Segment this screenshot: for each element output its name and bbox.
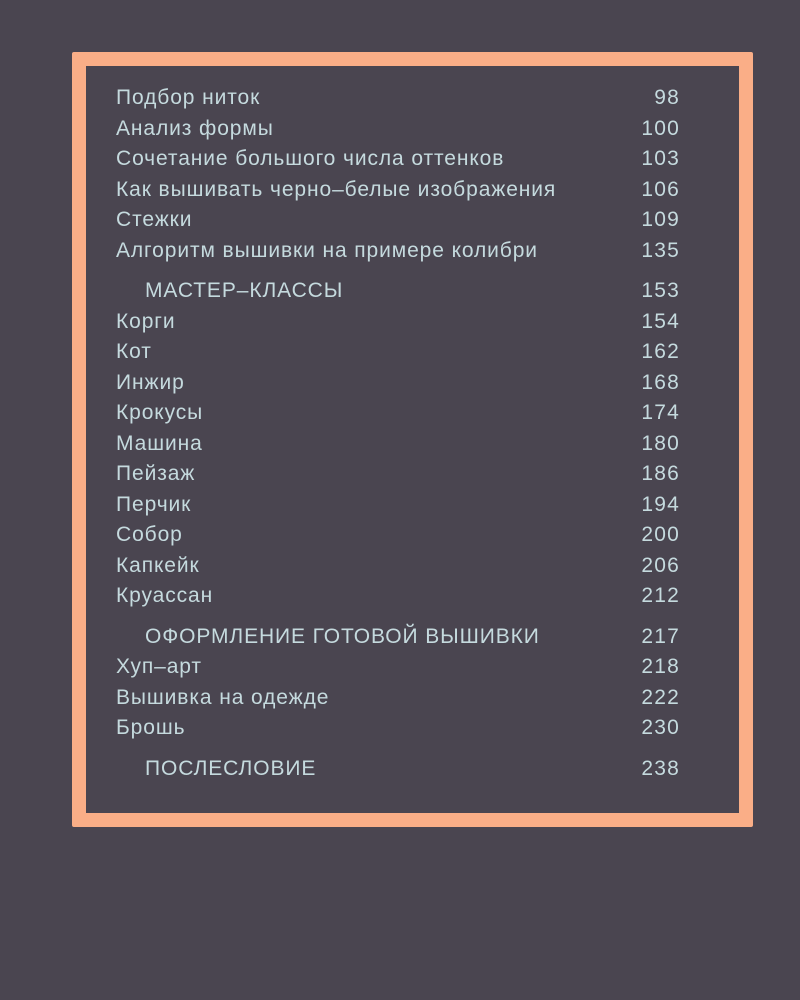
toc-section-heading-title: МАСТЕР–КЛАССЫ (145, 279, 344, 302)
toc-entry (116, 368, 680, 399)
toc-entry (116, 683, 680, 714)
toc-entry-title: Брошь (116, 716, 186, 739)
toc-entry (116, 520, 680, 551)
toc-entry-title: Как вышивать черно–белые изображения (116, 177, 557, 201)
toc-entry-page-number: 174 (641, 401, 680, 424)
toc-entry-title: Стежки (116, 208, 193, 231)
toc-entry-page-number: 100 (641, 116, 680, 140)
toc-section-heading-title: ОФОРМЛЕНИЕ ГОТОВОЙ ВЫШИВКИ (145, 624, 540, 648)
toc-entry-page-number: 103 (641, 147, 680, 170)
toc-section-heading-title: ПОСЛЕСЛОВИЕ (145, 756, 317, 780)
toc-entry-title: Хуп–арт (116, 655, 202, 678)
toc-entry-page-number: 212 (641, 584, 680, 607)
toc-entry-page-number: 106 (641, 177, 680, 201)
toc-entry-title: Крокусы (116, 401, 204, 424)
toc-section-heading (116, 276, 680, 307)
toc-entry (116, 83, 680, 114)
toc-entry (116, 114, 680, 145)
toc-entry-page-number: 135 (641, 238, 680, 262)
toc-entry (116, 551, 680, 582)
toc-entry-title: Собор (116, 523, 183, 546)
toc-entry-page-number: 186 (641, 462, 680, 485)
toc-entry (116, 175, 680, 206)
toc-entry (116, 398, 680, 429)
toc-entry-page-number: 168 (641, 370, 680, 394)
toc-entry (116, 337, 680, 368)
toc-entry (116, 236, 680, 267)
toc-entry-title: Корги (116, 309, 176, 333)
toc-entry (116, 459, 680, 490)
toc-entry (116, 581, 680, 612)
toc-entry (116, 652, 680, 683)
toc-section-heading-page-number: 217 (641, 624, 680, 648)
toc-entry-page-number: 194 (641, 492, 680, 516)
toc-section-heading-page-number: 153 (641, 279, 680, 302)
toc-entry-page-number: 109 (641, 208, 680, 231)
toc-entry-page-number: 98 (654, 86, 680, 109)
toc-entry-title: Пейзаж (116, 462, 196, 485)
toc-section-heading (116, 622, 680, 653)
toc-section-heading-page-number: 238 (641, 756, 680, 780)
toc-entry-page-number: 162 (641, 340, 680, 363)
toc-entry-page-number: 154 (641, 309, 680, 333)
toc-entry-title: Капкейк (116, 553, 200, 577)
toc-entry-title: Перчик (116, 492, 192, 516)
toc-entry (116, 144, 680, 175)
toc-entry-page-number: 218 (641, 655, 680, 678)
toc-entry-page-number: 180 (641, 431, 680, 455)
toc-entry (116, 205, 680, 236)
toc-entry-title: Машина (116, 431, 203, 455)
toc-entry (116, 490, 680, 521)
toc-entry-title: Вышивка на одежде (116, 685, 330, 709)
toc-entry-title: Анализ формы (116, 116, 274, 140)
toc-entry-page-number: 230 (641, 716, 680, 739)
toc-entry (116, 429, 680, 460)
toc-section-heading (116, 754, 680, 785)
toc-entry-title: Круассан (116, 584, 214, 607)
toc-entry-title: Инжир (116, 370, 185, 394)
toc-entry-title: Кот (116, 340, 152, 363)
toc-entry (116, 307, 680, 338)
toc-frame (72, 52, 753, 827)
toc-entry-page-number: 200 (641, 523, 680, 546)
toc-entry-title: Алгоритм вышивки на примере колибри (116, 238, 538, 262)
toc-entry (116, 713, 680, 744)
toc-list (86, 66, 739, 813)
toc-entry-page-number: 222 (641, 685, 680, 709)
toc-entry-page-number: 206 (641, 553, 680, 577)
toc-entry-title: Подбор ниток (116, 86, 261, 109)
toc-entry-title: Сочетание большого числа оттенков (116, 147, 505, 170)
